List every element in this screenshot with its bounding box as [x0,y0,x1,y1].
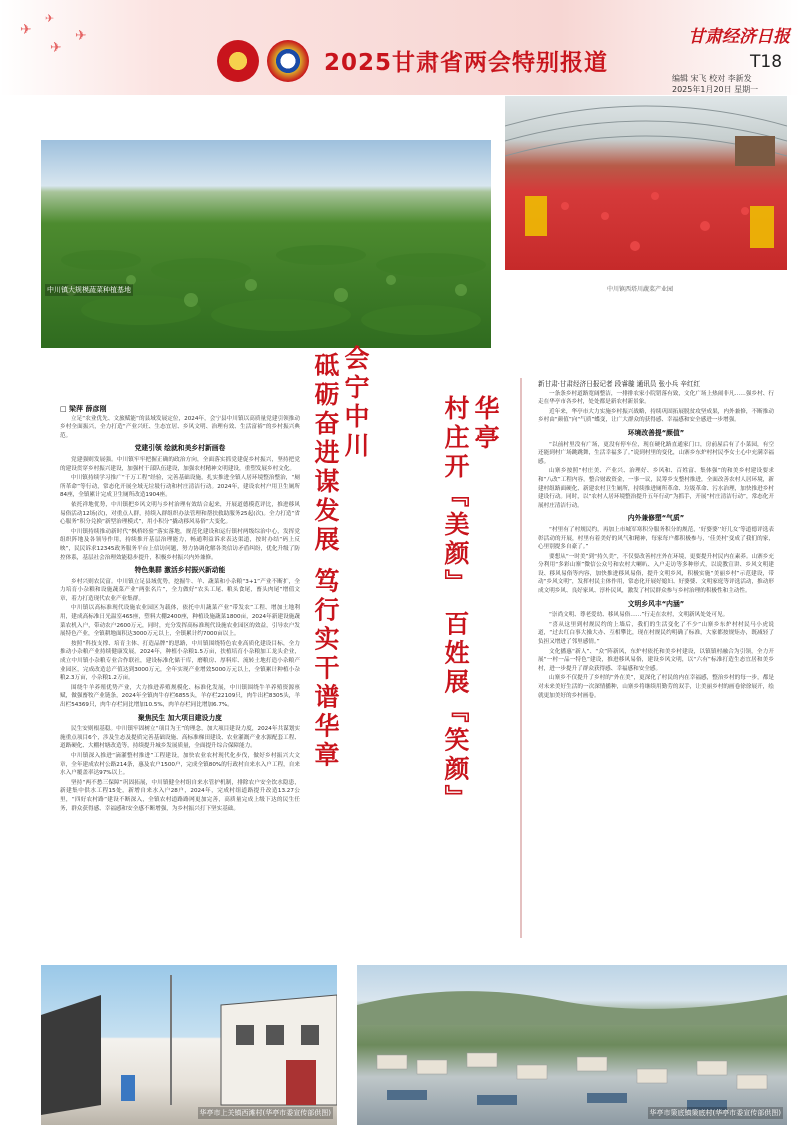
section-heading: 文明乡风丰“内涵” [627,599,685,608]
page-header [0,0,800,95]
article-paragraph: “崇尚文明、尊老爱幼、移风易俗……”行走在农村，文明新风处处可见。 [549,612,729,619]
photo-caption: 华亭市策底镇策底村(华亭市委宣传部供图) [649,1109,781,1117]
right-article-body [538,380,774,701]
photo-caption: 中川镇大规模蔬菜种植基地 [47,286,131,294]
article-paragraph: 民生安则根基稳。中川镇牢固树立“项目为王”的理念，加大项目建设力度，2024年共谋划实施重点项目6个，涉及生态及提质完善基础设施、高标准梯田建设、农业灌溉产业水源配套工程、道路硬化、大棚村塘改造等，持续提升城乡发展质量，全面提升综合保障能力。 [60,726,300,750]
photo-caption: 华亭市上关镇西滩村(华亭市委宣传部供图) [199,1109,331,1117]
newspaper-masthead: 甘肃经济日报 [688,27,790,47]
right-headline-sub: 村庄开『美颜』 百姓展『笑颜』 [441,395,470,814]
bird-icon: ✈ [75,28,87,44]
section-heading: 党建引领 绘就和美乡村新画卷 [134,444,226,453]
left-headline-sub: 砥砺奋进谋发展 笃行实干谱华章 [311,352,340,771]
bird-icon: ✈ [45,12,55,25]
section-heading: 内外兼修塑“气质” [627,514,685,523]
article-paragraph: 中川镇持续学习推广“千万工程”经验，完善基础设施，扎实推进全镇人居环境整治整治，“厕所革命”等行动，常态化开展全域无垃圾行动和村庄清洁行动。2024年，建设农村户用卫生厕所84座，全镇累计完成卫生厕所改造1904座。 [60,475,300,499]
left-article-body [60,405,300,814]
article-paragraph: 中川镇以高标准现代设施农业园区为载体，依托中川蔬菜产业“带发农”工程、增加土地利用，建成高标准日光温室465座，塑料大棚2400座，种植设施蔬菜1800亩，2024年新建设施蔬菜农机入户，带动农户2600万元，同时，充分发挥高标准现代设施农业园区的效益，引导农户发展特色产业，全镇耕地面积达3000万元以上，全镇累计约7000亩以上。 [60,605,300,638]
issue-date: 2025年1月20日 星期一 [672,85,759,94]
article-paragraph: 要想从“一时美”到“持久美”，不仅要改善村庄外在环境，更要提升村民内在素养。山寨乡充分利用“多彩山寨”微信公众号和农村大喇叭、入户走访等多种形式，以说教宣讲、乡风文明建设、移风易俗等内容，加快推进移风易俗，提升文明乡风，积极实施“美丽乡村”示范建设，带动“乡风文明”，发挥村民主体作用，常态化开展好媳妇、好婆婆、文明家庭等评选活动，推动形成文明乡风、良好家风、淳朴民风，激发了村民群众参与乡村治理的积极性和主动性。 [538,553,774,595]
special-report-title: 2025甘肃省两会特别报道 [324,50,609,76]
article-paragraph: 山寨乡不仅提升了乡村的“外在美”，更深化了村民的内在幸福感，整治乡村的每一步，都是对未来美好生活的一次深情播种，山寨乡将继续用勤劳的双手，让美丽乡村的画卷徐徐展开，绘就更加美好的乡村画卷。 [538,675,774,699]
article-paragraph: “村里有了村规民约，再加上市城军寒积分服务积分的规范，‘好婆婆’‘好儿女’等道德评选表彰活动的开展，村里有着美好的风气和精神，每家每户都积极参与，‘佳美村’变成了我们的家，心里别提多自豪了。” [538,526,774,551]
page-number: T18 [750,52,783,72]
village-aerial-photo [357,965,787,1125]
vegetable-field-photo [41,140,491,348]
bird-icon: ✈ [20,22,32,38]
field-crop-rows [41,140,491,348]
article-paragraph: 乡村兴则农民富。中川镇立足县域优势，挖掘牛、羊、蔬菜和小杂粮“3+1”产业不断扩，全力培育小杂粮和设施蔬菜产业“两张名片”，全力做好“农头工尾、粮头食尾，畜头肉尾”增值文章，着力打造现代农业产业集群。 [60,578,300,602]
national-emblem-icon [217,40,259,82]
editor-credits: 编辑 宋飞 校对 李新发 [672,74,752,83]
greenhouse-caption: 中川镇西塔川蔬菜产业园 [607,286,674,293]
left-headline-main: 会宁中川 [341,345,370,461]
article-paragraph: 按照“科技支撑、培育主体、打造品牌”的思路，中川镇围绕特色农业高质化建设目标，全力推动小杂粮产业持续健康发展，2024年，种植小杂粮1.5万亩，扶植培育小杂粮加工龙头企业，成立中川镇小杂粮专业合作联社，建设标准化储干库，磨粮房、厚料库、流转土地打造小杂粮产业园区，完成改造总产值达到3000万元，全年实现产业增效5000万元以上，全镇累计种植小杂粮2.3万亩，小杂粮1.2万亩。 [60,640,300,682]
dateline: 新甘肃·甘肃经济日报记者 段睿璇 通讯员 张小兵 辛红红 [538,380,701,388]
article-paragraph: “喜从这里到村规民约的上墙后，我们的生活变化了不少”山寨乡东炉村村民马小虎说道，“过去红白事大操大办、互相攀比，现在村规民约明确了标准，大家都按规矩办，既减轻了负担又增进了邻里感情。” [538,621,774,646]
byline: □ 梁萍 薛彦刚 [60,405,107,413]
article-paragraph: 中川镇持续推动新时代“枫桥经验”落实落地，规范化建设和运行镇村两级综治中心，发挥党组织阵地及各领导作用，持续推开基层治理能力，畅通利益诉求表达渠道，按时办结“码上反映”，民民诉求12345政务服务平台上信访问题，努力协调化解各类信访矛盾纠纷，优化升级了防控体系，基层社会治理效能稳步提升，积极乡村振兴内外兼修。 [60,528,300,561]
article-paragraph: 一条条乡村道路宽阔整洁，一排排农家小院错落有致，文化广场上热闹非凡……强乡村、行走在华亭市各乡村，处处都是新农村新景象。 [538,390,774,406]
section-heading: 环境改善提“颜值” [627,428,685,437]
cppcc-emblem-icon [267,40,309,82]
article-paragraph: 中川镇深入推进“滴灌整村推进”工程建设，加快农业农村现代化步伐，做好乡村振兴大文章，全年建成农村公路214条，惠及农户1500户，完成全镇80%的行政村自来水入户工程，自来水入户覆盖率达97%以上。 [60,752,300,777]
greenhouse-tomato-photo [505,96,787,270]
right-headline-main: 华亭 [471,395,500,453]
village-street-photo [41,965,337,1125]
article-paragraph: 立足“农业优先、文旅赋能”的县域发展定位，2024年，会宁县中川镇以高质量党建引领推动乡村全面振兴，全力打造“产业兴旺、生态宜居、乡风文明、治理有效、生活富裕”的乡村振兴典范。 [60,415,300,439]
article-paragraph: “以前村里没有广场，更没有停车位，现在硬化路直通家门口，房前屋后有了小菜园，有空还能到村广场跳跳舞，生活幸福多了。”说到村里的变化，山寨乡东炉村村民李女士心中充满幸福感。 [538,441,774,465]
greenhouse-structure [505,96,787,270]
article-paragraph: 山寨乡按照“村庄美、产业兴、治理好、乡风和、百姓富、集体强”的和美乡村建设要求和“八改”工程内容，整合财政资金，一事一议，民筹乡支整村推进，全面改善农村人居环境，新建村组路面硬化、新建农村卫生厕所，持续推进厕所革命、垃圾革命、污水治理，加快推进乡村建设行动。同时，以“农村人居环境整治提升五年行动”为抓手，开展“村庄清洁行动”，常态化开展村庄清洁行动。 [538,468,774,509]
article-paragraph: 党建强则发展强。中川镇牢牢把握正确的政治方向，全面落实抓党建促乡村振兴，坚持把党的建设贯穿乡村振兴建设，加强村干部队伍建设，加强农村精神文明建设，重塑发展乡村文化。 [60,456,300,472]
article-paragraph: 坚持“两不愁三保障”巩固拓展，中川镇健全村组自来水管护机制，排除农户安全饮水隐患，新建集中供水工程15处，新增自来水入户28户，2024年，完成村组道路提升改造13.27公里，“四好农村路”建设不断深入，全镇农村道路路网更加完善，高质量完成上级下达的民生任务，群众获得感、幸福感和安全感不断增强，为乡村振兴打下坚实基础。 [60,779,300,812]
aerial-village-view [357,965,787,1125]
article-paragraph: 近年来，华亭市大力实施乡村振兴战略，持续巩固拓展脱贫攻坚成果，内外兼修，不断推动乡村由“颜值”向“气质”蝶变，让广大群众的获得感、幸福感和安全感进一步增强。 [538,408,774,424]
article-paragraph: 文化播惠“新人”、“众”阵新风，东炉村依托和美乡村建设，以镇镇村融合为引领，全力开展“一村一品一特色”建设，推进移风易俗，建设乡风文明，以“六有”标准打造生态宜居和美乡村，进一步提升了群众获得感、幸福感和安全感。 [538,648,774,672]
section-heading: 聚焦民生 加大项目建设力度 [138,713,222,722]
column-divider [520,378,522,938]
section-heading: 特色集群 激活乡村振兴新动能 [134,566,226,575]
bird-icon: ✈ [50,40,62,56]
village-buildings [41,965,337,1125]
article-paragraph: 依托祥地优势，中川镇把乡风文明与乡村治理有效结合起来，开展道德模范评比，推进移风易俗活动12场(次)，对重点人群，持续入群组织办法管理和帮扶救助服务25起(次)。全力打造“省心服务”积分兑换“新型治理模式”，用小积分“撬动移风易俗”大变化。 [60,501,300,526]
article-paragraph: 围绕牛羊养殖优势产业，大力推进养殖规模化、标准化发展，中川镇围绕牛羊养殖资源禀赋，做强畜牧产业链条，2024年全镇肉牛存栏6855头，羊存栏22109只，肉牛出栏8305头，羊出栏54369只，肉牛存栏同比增加10.5%，肉羊存栏同比增加6.7%。 [60,684,300,708]
